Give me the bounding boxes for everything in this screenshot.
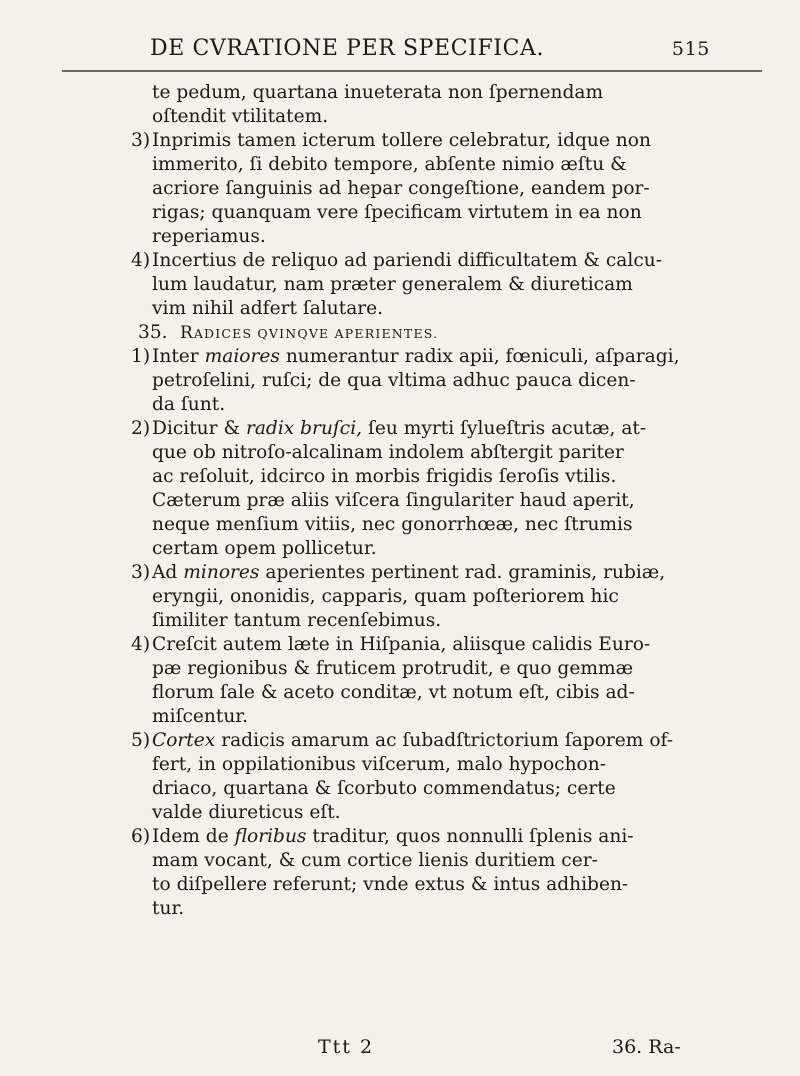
item-number: 5)	[131, 730, 151, 751]
running-head	[150, 36, 710, 70]
text-line: pæ regionibus & fruticem protrudit, e quo gemmæ	[152, 658, 634, 679]
section-number: 35.	[138, 322, 168, 343]
text-line: Dicitur & radix bruſci, ſeu myrti ſylueſtris acutæ, at-	[152, 418, 647, 439]
text-line: to diſpellere referunt; vnde extus & intus adhiben-	[152, 874, 629, 895]
text-line: valde diureticus eſt.	[152, 802, 341, 823]
text-line: Ad minores aperientes pertinent rad. graminis, rubiæ,	[152, 562, 666, 583]
text-line: immerito, ſi debito tempore, abſente nimio æſtu &	[152, 154, 627, 175]
header-rule	[62, 70, 762, 72]
item-number: 2)	[131, 418, 151, 439]
text-line: tur.	[152, 898, 185, 919]
text-line: Creſcit autem læte in Hiſpania, aliisque calidis Euro-	[152, 634, 651, 655]
text-line: neque menſium vitiis, nec gonorrhœæ, nec ſtrumis	[152, 514, 633, 535]
item-number: 1)	[131, 346, 151, 367]
text-line: que ob nitroſo-alcalinam indolem abſtergit pariter	[152, 442, 624, 463]
running-head-title: DE CVRATIONE PER SPECIFICA.	[150, 36, 545, 61]
text-line: Inprimis tamen icterum tollere celebratur, idque non	[152, 130, 651, 151]
text-line: miſcentur.	[152, 706, 249, 727]
text-line: ſimiliter tantum recenſebimus.	[152, 610, 442, 631]
item-number: 4)	[131, 250, 151, 271]
text-line: petroſelini, ruſci; de qua vltima adhuc pauca dicen-	[152, 370, 636, 391]
item-number: 6)	[131, 826, 151, 847]
text-line: acriore ſanguinis ad hepar congeſtione, eandem por-	[152, 178, 650, 199]
signature-mark: Ttt 2	[318, 1036, 375, 1058]
text-line: rigas; quanquam vere ſpecificam virtutem in ea non	[152, 202, 642, 223]
text-line: Cæterum præ aliis viſcera ſingulariter haud aperit,	[152, 490, 635, 511]
text-line: Cortex radicis amarum ac ſubadſtrictorium ſaporem of-	[152, 730, 674, 751]
text-line: florum ſale & aceto conditæ, vt notum eſt, cibis ad-	[152, 682, 635, 703]
text-line: reperiamus.	[152, 226, 266, 247]
item-number: 4)	[131, 634, 151, 655]
text-line: vim nihil adfert ſalutare.	[152, 298, 384, 319]
text-line: mam vocant, & cum cortice lienis duritiem cer-	[152, 850, 598, 871]
text-line: oſtendit vtilitatem.	[152, 106, 329, 127]
text-line: te pedum, quartana inueterata non ſpernendam	[152, 82, 604, 103]
text-line: ac reſoluit, idcirco in morbis frigidis ſeroſis vtilis.	[152, 466, 617, 487]
text-line: Incertius de reliquo ad pariendi difficultatem & calcu-	[152, 250, 663, 271]
text-line: Idem de floribus traditur, quos nonnulli ſplenis ani-	[152, 826, 634, 847]
text-line: lum laudatur, nam præter generalem & diureticam	[152, 274, 633, 295]
text-line: fert, in oppilationibus viſcerum, malo hypochon-	[152, 754, 606, 775]
text-line: da ſunt.	[152, 394, 226, 415]
item-number: 3)	[131, 130, 151, 151]
section-title: RADICES QVINQVE APERIENTES.	[180, 323, 439, 343]
text-line: Inter maiores numerantur radix apii, fœniculi, aſparagi,	[152, 346, 680, 367]
text-line: eryngii, ononidis, capparis, quam poſteriorem hic	[152, 586, 619, 607]
item-number: 3)	[131, 562, 151, 583]
text-line: driaco, quartana & ſcorbuto commendatus; certe	[152, 778, 616, 799]
text-line: certam opem pollicetur.	[152, 538, 377, 559]
page-number: 515	[671, 38, 710, 60]
catchword: 36. Ra-	[612, 1036, 681, 1058]
